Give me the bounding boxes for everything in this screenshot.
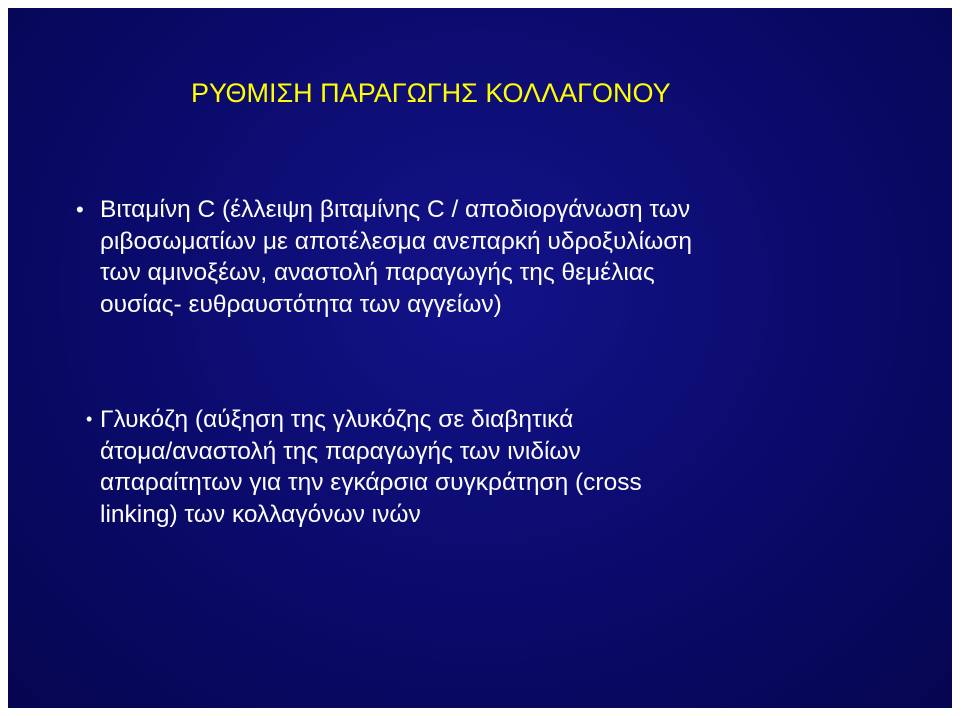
bullet-text-line: των αμινοξέων, αναστολή παραγωγής της θεμέλιας bbox=[100, 259, 655, 286]
bullet-text-line: Βιταμίνη C (έλλειψη βιταμίνης C / αποδιοργάνωση των bbox=[100, 196, 691, 223]
slide-title: ΡΥΘΜΙΣΗ ΠΑΡΑΓΩΓΗΣ ΚΟΛΛΑΓΟΝΟΥ bbox=[191, 78, 671, 108]
bullet-text-line: ριβοσωματίων με αποτέλεσμα ανεπαρκή υδροξυλίωση bbox=[100, 227, 692, 255]
bullet-text-line: ουσίας- ευθραυστότητα των αγγείων) bbox=[100, 290, 502, 318]
bullet-text-line: απαραίτητων για την εγκάρσια συγκράτηση (cross bbox=[100, 469, 642, 496]
bullet-text-line: linking) των κολλαγόνων ινών bbox=[100, 500, 421, 528]
slide bbox=[8, 8, 952, 708]
bullet-marker: • bbox=[76, 197, 84, 222]
bullet-item bbox=[76, 194, 692, 320]
bullet-text-line: Γλυκόζη (αύξηση της γλυκόζης σε διαβητικά bbox=[100, 406, 574, 433]
bullet-marker: • bbox=[86, 409, 93, 429]
bullet-text-line: άτομα/αναστολή της παραγωγής των ινιδίων bbox=[100, 437, 581, 465]
bullet-item bbox=[86, 404, 642, 530]
